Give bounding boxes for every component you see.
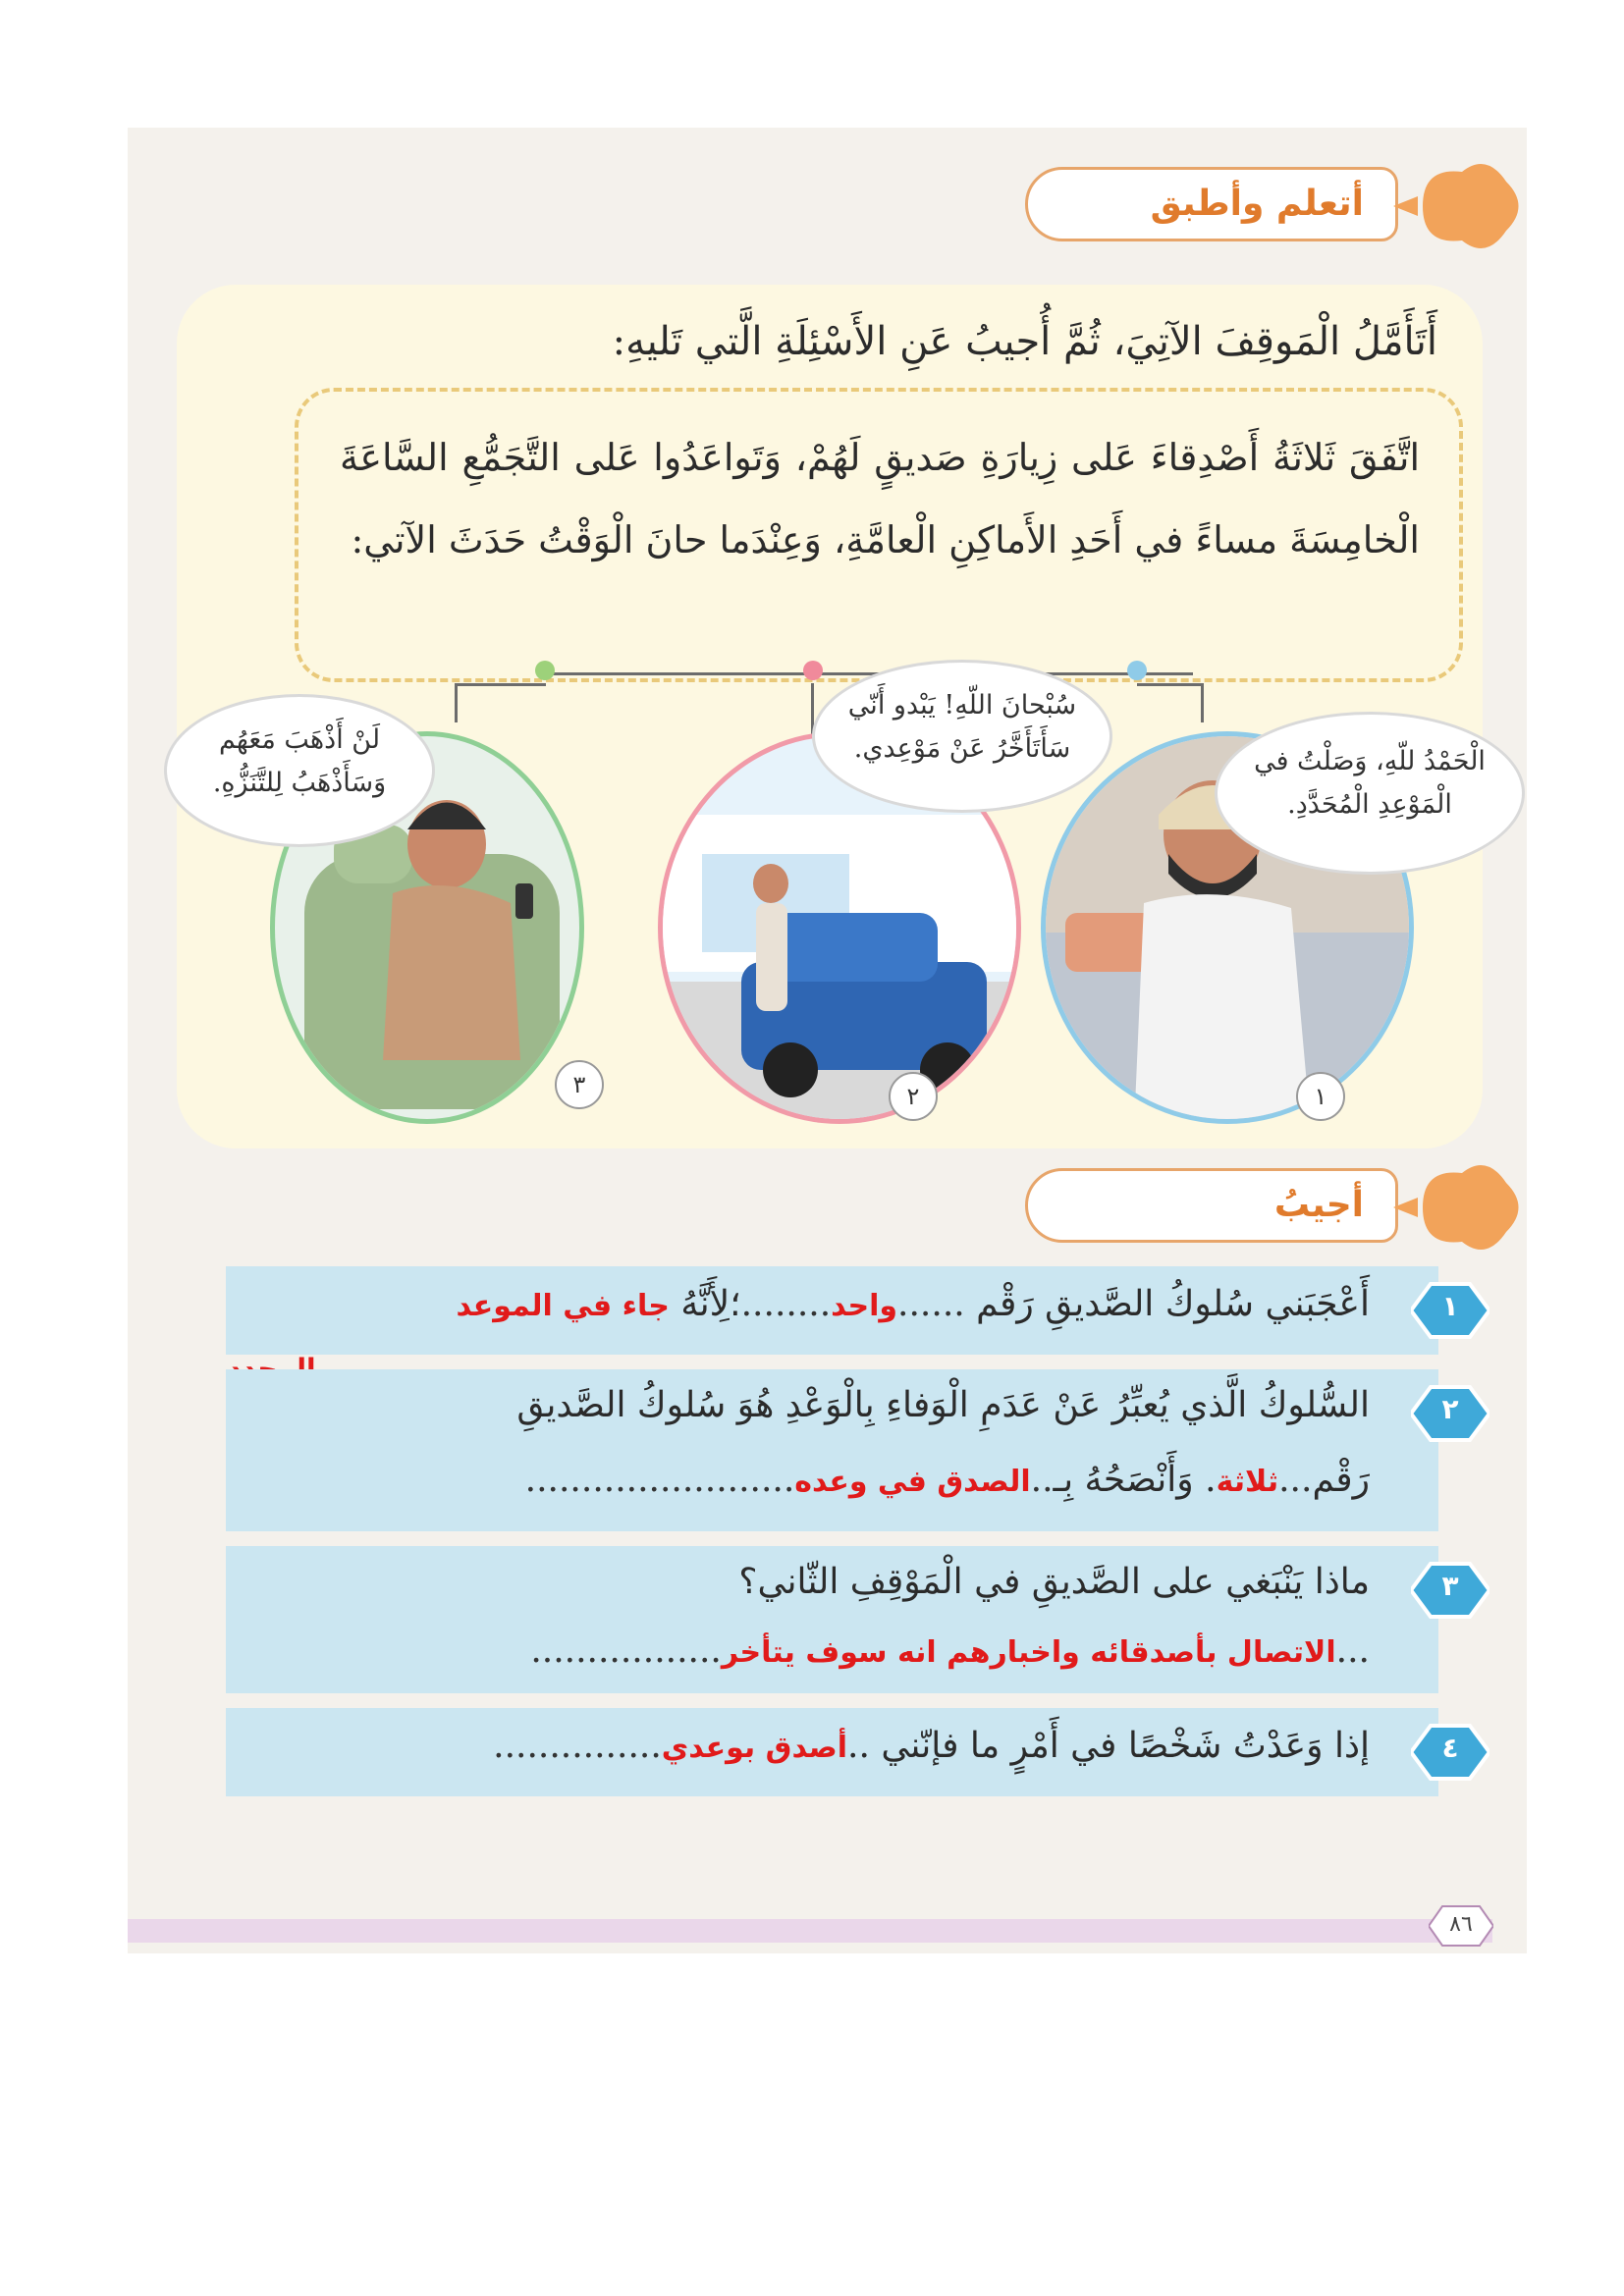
answer-text[interactable]: الصدق في وعده [794, 1465, 1031, 1499]
story-box [295, 388, 1463, 682]
page-number-badge [1429, 1904, 1493, 1948]
section-title-answer: أجيبُ [1273, 1185, 1364, 1225]
footer-bar [128, 1919, 1492, 1943]
question-prompt: السُّلوكُ الَّذي يُعبِّرُ عَنْ عَدَمِ الْوَفاءِ بِالْوَعْدِ هُوَ سُلوكُ الصَّديقِ [516, 1385, 1370, 1425]
section-header-learn [971, 167, 1521, 245]
section-header-answer [971, 1168, 1521, 1247]
answer-text[interactable]: الاتصال بأصدقائه واخبارهم انه سوف يتأخر [721, 1635, 1336, 1670]
flower-icon [1393, 1158, 1521, 1256]
question-text [456, 1284, 1370, 1324]
speech-line: الْحَمْدُ للّهِ، وَصَلْتُ في [1254, 746, 1486, 776]
intro-instruction: أَتَأَمَّلُ الْمَوقِفَ الآتِيَ، ثُمَّ أُجيبُ عَنِ الأَسْئِلَةِ الَّتي تَليهِ: [612, 319, 1437, 364]
story-text: اتَّفَقَ ثَلاثَةُ أَصْدِقاءَ عَلى زِيارَةِ صَديقٍ لَهُمْ، وَتَواعَدُوا عَلى التَّجَمُّعِ السَّاعَةَ الْخامِسَةَ مساءً في أَحَدِ الأَماكِنِ الْعامَّةِ، وَعِنْدَما حانَ الْوَقْتُ حَدَثَ الآتي: [340, 436, 1420, 561]
speech-bubble-scene-3 [167, 697, 432, 844]
question-text [525, 1460, 1370, 1500]
answer-text[interactable]: ثلاثة [1216, 1465, 1279, 1499]
pin-dot [1127, 661, 1147, 680]
question-number: ٤ [1441, 1732, 1459, 1764]
scene-number-badge: ٣ [555, 1060, 604, 1109]
question-number: ٢ [1441, 1393, 1459, 1425]
pin-dot [803, 661, 823, 680]
question-text [530, 1630, 1370, 1671]
question-row [226, 1266, 1459, 1355]
section-tab [1025, 1168, 1398, 1243]
arrow-line [455, 683, 458, 722]
speech-bubble-scene-2 [815, 663, 1110, 810]
speech-line: سُبْحانَ اللّهِ! يَبْدو أَنّي [847, 690, 1077, 721]
question-prompt: أَعْجَبَني سُلوكُ الصَّديقِ رَقْم [976, 1284, 1370, 1324]
speech-line: وَسَأَذْهَبُ لِلتَّنَزُّهِ. [212, 768, 387, 798]
question-prompt: ؛لِأَنَّهُ [680, 1284, 741, 1324]
question-prompt: . وَأَنْصَحُهُ بِـ [1053, 1460, 1217, 1500]
question-text [493, 1726, 1370, 1766]
pin-dot [535, 661, 555, 680]
scene-number-badge: ٢ [889, 1072, 938, 1121]
speech-bubble-scene-1 [1218, 715, 1522, 872]
answer-dots: ... [1278, 1460, 1313, 1500]
answer-dots: ........ [740, 1284, 832, 1324]
answer-dots: ... [1335, 1630, 1370, 1671]
question-number: ٣ [1441, 1570, 1459, 1602]
answer-dots: ............... [493, 1726, 662, 1766]
question-number: ١ [1441, 1290, 1459, 1322]
question-prompt: إذا وَعَدْتُ شَخْصًا في أَمْرٍ ما فإنّني .. [847, 1726, 1370, 1766]
speech-line: لَنْ أَذْهَبَ مَعَهُم [218, 724, 381, 755]
question-prompt: ماذا يَنْبَغي على الصَّديقِ في الْمَوْقِفِ الثّاني؟ [738, 1562, 1370, 1602]
answer-dots: ........................ [524, 1460, 795, 1500]
arrow-line [1201, 683, 1204, 722]
answer-text[interactable]: واحد [831, 1289, 898, 1323]
question-row [226, 1546, 1459, 1693]
answer-text[interactable]: جاء في الموعد [456, 1289, 670, 1323]
answer-dots: ...... [897, 1284, 965, 1324]
section-tab [1025, 167, 1398, 241]
arrow-line [458, 683, 546, 686]
answer-dots: .. [1030, 1460, 1054, 1500]
question-row [226, 1369, 1459, 1531]
arrow-line [1137, 683, 1202, 686]
page-number: ٨٦ [1449, 1912, 1473, 1937]
question-row [226, 1708, 1459, 1796]
answer-text[interactable]: أصدق بوعدي [661, 1731, 848, 1765]
answer-dots: ................. [530, 1630, 722, 1671]
section-title-learn: أتعلم وأطبق [1150, 184, 1364, 224]
question-prompt: رَقْم [1312, 1460, 1370, 1500]
speech-line: سَأَتَأَخَّرُ عَنْ مَوْعِدي. [853, 733, 1071, 764]
scene-number-badge: ١ [1296, 1072, 1345, 1121]
connector-line [545, 672, 1193, 675]
speech-line: الْمَوْعِدِ الْمُحَدَّدِ. [1287, 789, 1452, 820]
flower-icon [1393, 157, 1521, 255]
